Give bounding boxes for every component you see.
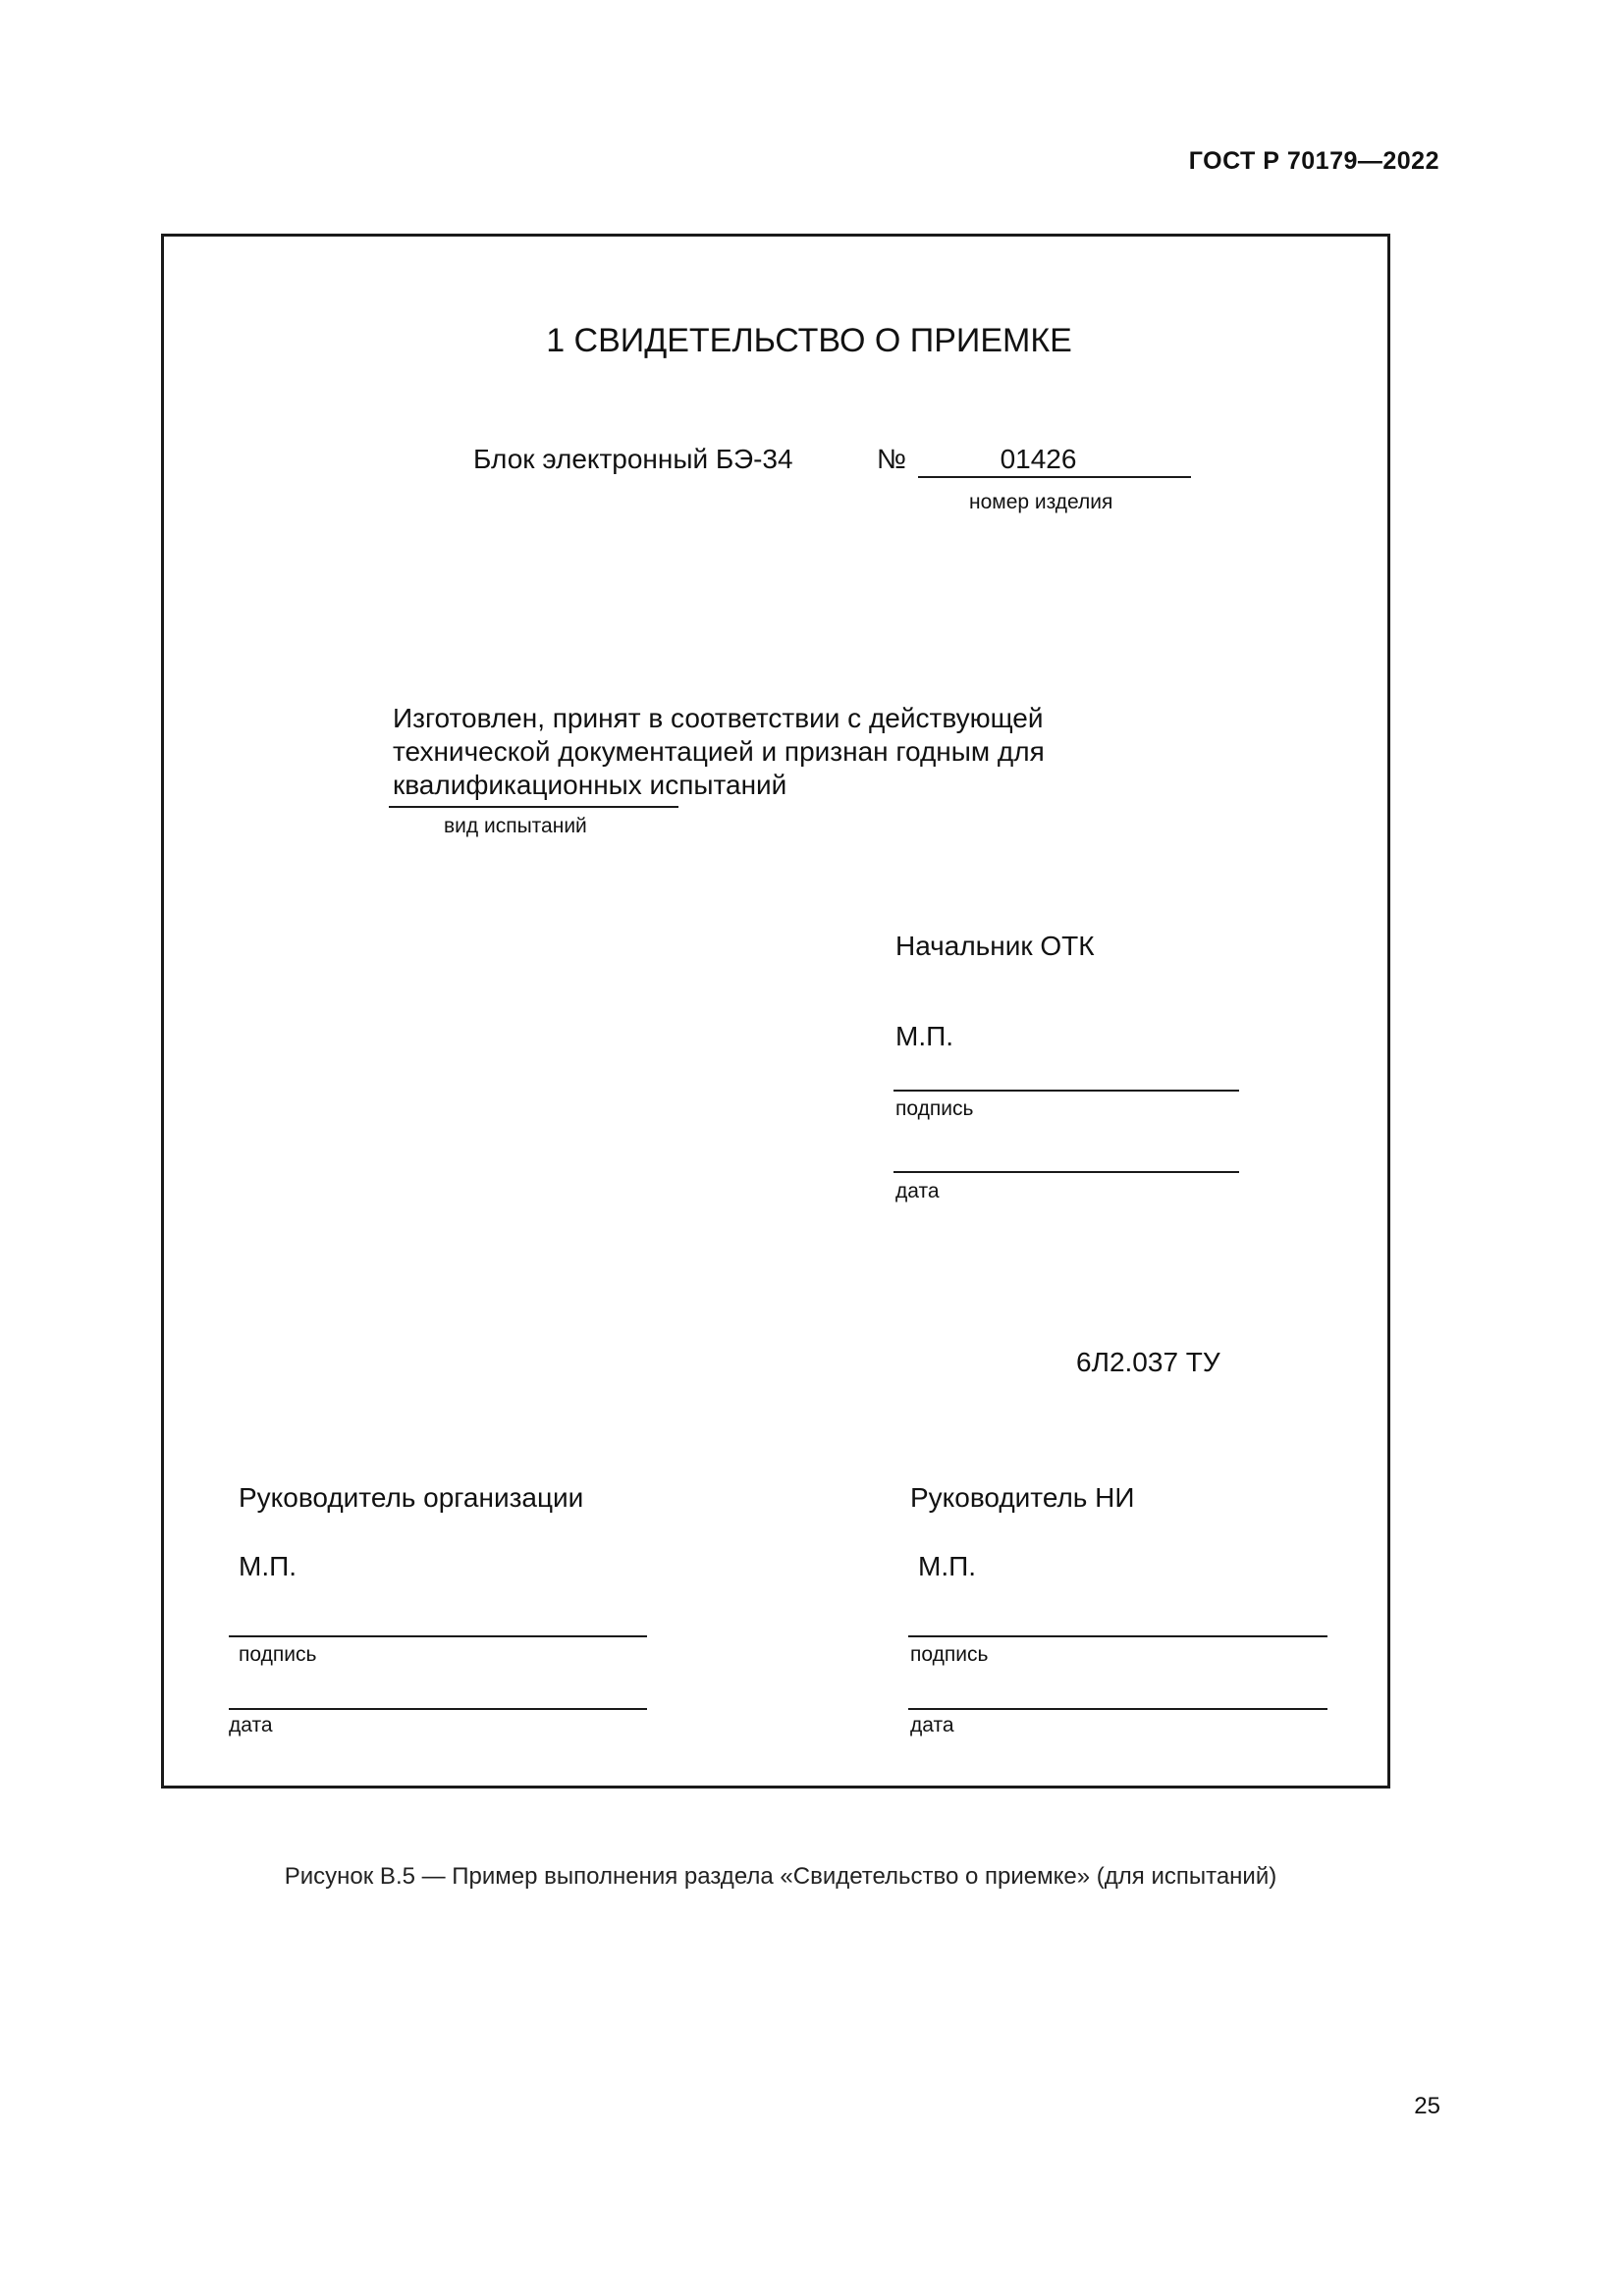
org-head-date-line <box>229 1708 647 1710</box>
otk-seal: М.П. <box>895 1021 954 1051</box>
org-head-signature-line <box>229 1635 647 1637</box>
test-type: квалификационных испытаний <box>393 770 787 800</box>
ni-head-signature-line <box>908 1635 1327 1637</box>
ni-head-date-line <box>908 1708 1327 1710</box>
otk-date-caption: дата <box>895 1180 940 1202</box>
statement-line-1: Изготовлен, принят в соответствии с действующей <box>393 703 1044 733</box>
otk-signature-line <box>893 1090 1239 1092</box>
statement-line-2: технической документацией и признан годным для <box>393 736 1045 767</box>
org-head-signature-caption: подпись <box>239 1643 317 1666</box>
org-head-title: Руководитель организации <box>239 1482 584 1513</box>
org-head-date-caption: дата <box>229 1714 273 1736</box>
ni-head-date-caption: дата <box>910 1714 954 1736</box>
standard-code: ГОСТ Р 70179—2022 <box>1188 147 1439 175</box>
certificate-title: 1 СВИДЕТЕЛЬСТВО О ПРИЕМКЕ <box>546 322 1072 359</box>
ni-head-title: Руководитель НИ <box>910 1482 1135 1513</box>
test-type-caption: вид испытаний <box>444 815 587 837</box>
figure-caption: Рисунок В.5 — Пример выполнения раздела «Свидетельство о приемке» (для испытаний) <box>284 1863 1277 1890</box>
ni-head-signature-caption: подпись <box>910 1643 989 1666</box>
test-type-line <box>389 806 678 808</box>
page-number: 25 <box>1414 2093 1440 2119</box>
otk-signature-caption: подпись <box>895 1097 974 1120</box>
product-number-caption: номер изделия <box>969 491 1113 513</box>
product-number: 01426 <box>1000 444 1077 474</box>
product-name: Блок электронный БЭ-34 <box>473 444 793 474</box>
product-number-line <box>918 476 1191 478</box>
number-sign: № <box>877 444 907 474</box>
ni-head-seal: М.П. <box>918 1551 977 1581</box>
otk-date-line <box>893 1171 1239 1173</box>
otk-title: Начальник ОТК <box>895 931 1095 961</box>
spec-code: 6Л2.037 ТУ <box>1076 1347 1220 1377</box>
org-head-seal: М.П. <box>239 1551 298 1581</box>
